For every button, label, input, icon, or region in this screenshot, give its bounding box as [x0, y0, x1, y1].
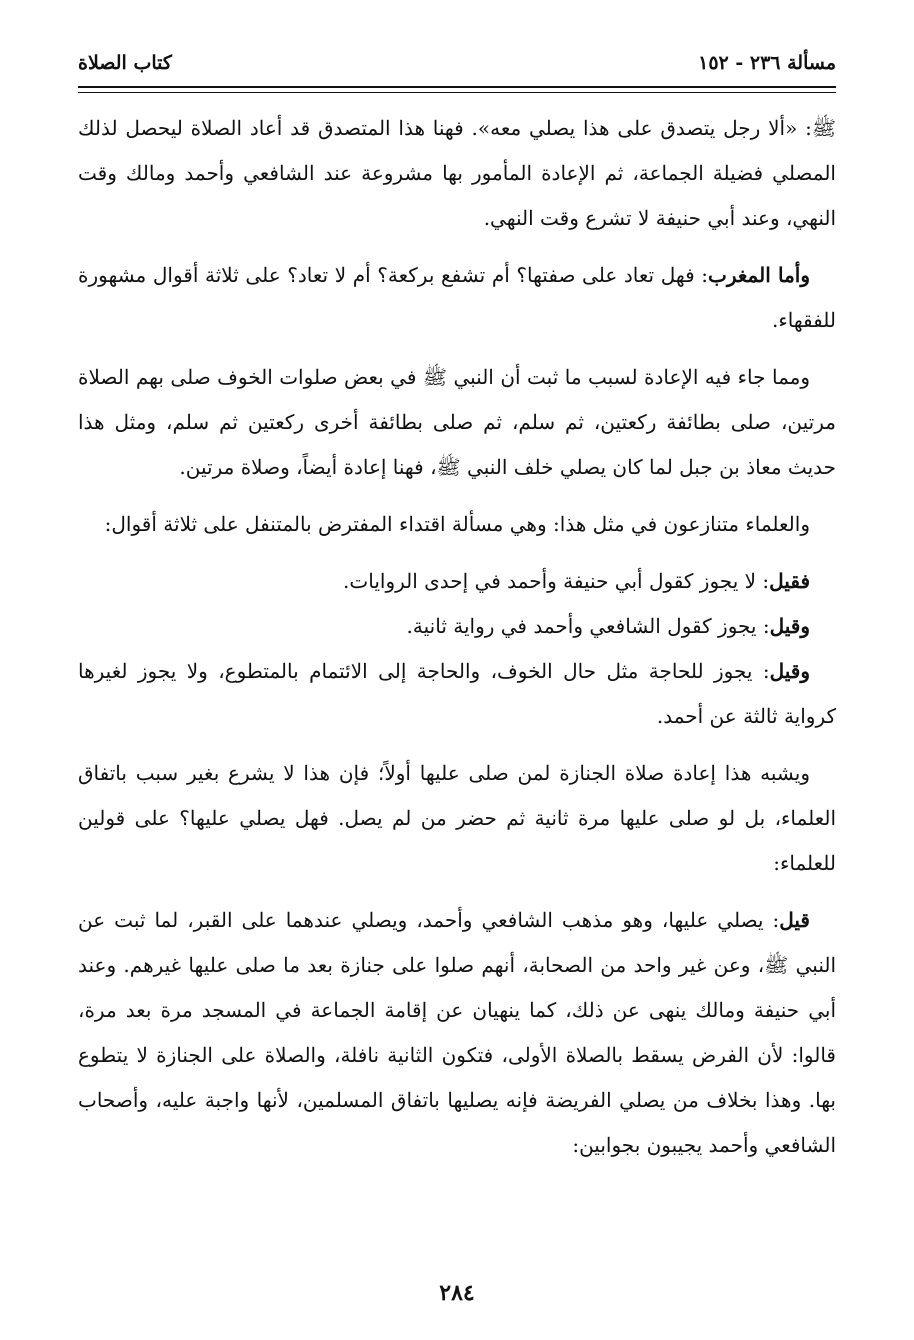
opinion-lead: وقيل	[769, 659, 810, 683]
issue-number: مسألة ٢٣٦ - ١٥٢	[698, 52, 836, 74]
paragraph: ﷺ: «ألا رجل يتصدق على هذا يصلي معه». فهنا هذا المتصدق قد أعاد الصلاة ليحصل لذلك المصلي فضيلة الجماعة، ثم الإعادة المأمور بها مشروعة عند الشافعي وأحمد ومالك وقت النهي، وعند أبي حنيفة لا تشرع وقت النهي.	[78, 116, 836, 230]
paragraph: ويشبه هذا إعادة صلاة الجنازة لمن صلى عليها أولاً؛ فإن هذا لا يشرع بغير سبب باتفاق العلماء، بل لو صلى عليها مرة ثانية ثم حضر من لم يصل. فهل يصلي عليها؟ على قولين للعلماء:	[78, 761, 836, 875]
paragraph: والعلماء متنازعون في مثل هذا: وهي مسألة اقتداء المفترض بالمتنفل على ثلاثة أقوال:	[104, 512, 810, 536]
opinion-item: فقيل: لا يجوز كقول أبي حنيفة وأحمد في إحدى الروايات.	[343, 569, 810, 593]
paragraph-lead: وأما المغرب	[708, 263, 811, 287]
paragraph: ومما جاء فيه الإعادة لسبب ما ثبت أن النبي ﷺ في بعض صلوات الخوف صلى بهم الصلاة مرتين، صلى بطائفة ركعتين، ثم سلم، ثم صلى بطائفة أخرى ركعتين ثم سلم، ومثل هذا حديث معاذ بن جبل لما كان يصلي خلف النبي ﷺ، فهنا إعادة أيضاً، وصلاة مرتين.	[78, 365, 836, 479]
opinion-item: وقيل: يجوز كقول الشافعي وأحمد في رواية ثانية.	[406, 614, 810, 638]
paragraph: قيل: يصلي عليها، وهو مذهب الشافعي وأحمد، ويصلي عندهما على القبر، لما ثبت عن النبي ﷺ، وعن غير واحد من الصحابة، أنهم صلوا على جنازة بعد ما صلى عليها غيرهم. وعند أبي حنيفة ومالك ينهى عن ذلك، كما ينهيان عن إقامة الجماعة في المسجد مرة بعد مرة، قالوا: لأن الفرض يسقط بالصلاة الأولى، فتكون الثانية نافلة، والصلاة على الجنازة لا يتطوع بها. وهذا بخلاف من يصلي الفريضة فإنه يصليها باتفاق المسلمين، لأنها واجبة عليه، وأصحاب الشافعي وأحمد يجيبون بجوابين:	[78, 908, 836, 1157]
running-header	[78, 46, 836, 80]
header-rule-thick	[78, 86, 836, 88]
opinion-item: وقيل: يجوز للحاجة مثل حال الخوف، والحاجة إلى الائتمام بالمتطوع، ولا يجوز لغيرها كرواية ثالثة عن أحمد.	[78, 659, 836, 728]
opinion-lead: فقيل	[769, 569, 810, 593]
book-title: كتاب الصلاة	[78, 52, 172, 74]
page-body	[78, 106, 836, 1180]
opinion-lead: وقيل	[769, 614, 810, 638]
page-number: ٢٨٤	[439, 1280, 475, 1306]
header-rule-thin	[78, 92, 836, 93]
paragraph: وأما المغرب: فهل تعاد على صفتها؟ أم تشفع بركعة؟ أم لا تعاد؟ على ثلاثة أقوال مشهورة للفقهاء.	[78, 263, 836, 332]
paragraph-lead: قيل	[779, 908, 810, 932]
